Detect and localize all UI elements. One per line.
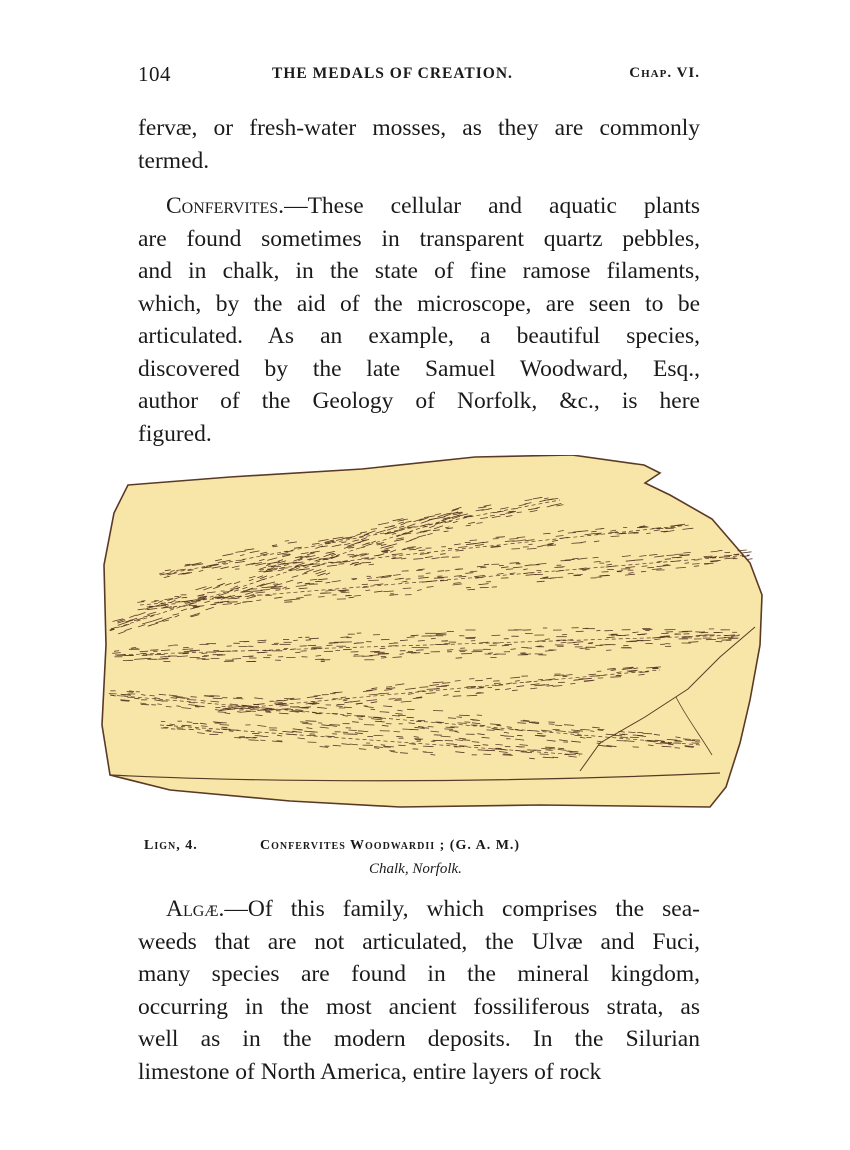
filament-stroke	[269, 570, 277, 571]
text-line: well as in the modern deposits. In the Silurian	[138, 1026, 700, 1052]
filament-stroke	[201, 653, 207, 654]
filament-stroke	[495, 689, 500, 690]
filament-stroke	[524, 654, 531, 655]
filament-stroke	[624, 635, 630, 636]
text-line: many species are found in the mineral kingdom,	[138, 961, 700, 987]
filament-stroke	[276, 700, 284, 701]
filament-stroke	[503, 754, 511, 755]
filament-stroke	[470, 540, 478, 541]
filament-stroke	[311, 647, 321, 648]
text-line: articulated. As an example, a beautiful species,	[138, 323, 700, 349]
filament-stroke	[416, 650, 424, 651]
filament-stroke	[362, 656, 373, 657]
filament-stroke	[314, 696, 321, 697]
text-line: are found sometimes in transparent quartz pebbles,	[138, 225, 700, 252]
filament-stroke	[370, 651, 380, 652]
filament-stroke	[381, 745, 385, 746]
text-line	[138, 190, 700, 223]
text-line: weeds that are not articulated, the Ulvæ and Fuci,	[138, 928, 700, 955]
filament-stroke	[610, 677, 621, 678]
filament-stroke	[456, 658, 463, 659]
filament-stroke	[741, 552, 752, 553]
filament-stroke	[550, 578, 554, 579]
filament-stroke	[222, 727, 228, 728]
text-line: termed.	[138, 147, 210, 174]
filament-stroke	[214, 603, 223, 604]
filament-stroke	[182, 597, 188, 598]
section-heading: Algæ.	[166, 896, 225, 922]
filament-stroke	[411, 635, 419, 636]
filament-stroke	[704, 563, 714, 564]
filament-stroke	[428, 727, 434, 728]
filament-stroke	[274, 702, 282, 703]
text-line: occurring in the most ancient fossiliferous strata, as	[138, 993, 700, 1020]
filament-stroke	[568, 573, 574, 574]
filament-stroke	[190, 650, 200, 651]
fossil-illustration	[100, 455, 765, 815]
filament-stroke	[517, 735, 523, 736]
filament-stroke	[494, 683, 501, 684]
filament-stroke	[506, 569, 513, 570]
filament-stroke	[201, 726, 207, 727]
filament-stroke	[487, 730, 495, 731]
filament-stroke	[582, 570, 586, 571]
filament-stroke	[291, 649, 296, 650]
filament-stroke	[165, 657, 170, 658]
filament-stroke	[261, 708, 272, 709]
filament-stroke	[293, 707, 300, 708]
text-line: discovered by the late Samuel Woodward, Esq.,	[138, 355, 700, 382]
filament-stroke	[220, 725, 230, 726]
filament-stroke	[189, 729, 194, 730]
filament-stroke	[458, 723, 467, 724]
filament-stroke	[517, 512, 522, 513]
filament-stroke	[666, 555, 674, 556]
filament-stroke	[665, 559, 671, 560]
text-line: fervæ, or fresh-water mosses, as they are commonly	[138, 115, 700, 141]
text-line: author of the Geology of Norfolk, &c., is here	[138, 388, 700, 414]
text-line: which, by the aid of the microscope, are seen to be	[138, 290, 700, 317]
filament-stroke	[683, 739, 691, 740]
filament-stroke	[321, 661, 325, 662]
figure-label: Lign, 4.	[144, 838, 198, 853]
filament-stroke	[285, 541, 289, 542]
filament-stroke	[270, 588, 281, 589]
filament-stroke	[418, 641, 425, 642]
filament-stroke	[692, 743, 699, 744]
running-head	[138, 62, 700, 88]
filament-stroke	[593, 557, 599, 558]
filament-stroke	[497, 725, 502, 726]
filament-stroke	[513, 509, 518, 510]
chapter-label: Chap. VI.	[629, 65, 700, 81]
filament-stroke	[652, 668, 658, 669]
filament-stroke	[429, 636, 438, 637]
filament-stroke	[228, 598, 236, 599]
filament-stroke	[445, 571, 450, 572]
book-title: THE MEDALS OF CREATION.	[272, 65, 513, 82]
filament-stroke	[659, 637, 670, 638]
filament-stroke	[561, 642, 567, 643]
filament-stroke	[453, 696, 461, 697]
filament-stroke	[182, 725, 192, 726]
filament-stroke	[395, 699, 401, 700]
filament-stroke	[483, 745, 489, 746]
filament-stroke	[642, 566, 648, 567]
filament-stroke	[217, 655, 226, 656]
filament-stroke	[229, 731, 234, 732]
filament-stroke	[503, 755, 513, 756]
filament-stroke	[711, 551, 718, 552]
filament-stroke	[310, 735, 316, 736]
filament-stroke	[177, 602, 188, 603]
text-line: limestone of North America, entire layers of rock	[138, 1058, 602, 1085]
filament-stroke	[293, 640, 298, 641]
text-fragment: —Of this family, which comprises the sea-	[224, 896, 700, 922]
paragraph-algae	[138, 893, 700, 1088]
filament-stroke	[692, 564, 700, 565]
filament-stroke	[492, 635, 501, 636]
filament-stroke	[475, 680, 483, 681]
filament-stroke	[611, 536, 620, 537]
filament-stroke	[567, 640, 573, 641]
filament-stroke	[279, 568, 288, 569]
page-number: 104	[138, 62, 171, 86]
paragraph-confervites	[138, 190, 700, 450]
filament-stroke	[486, 750, 495, 751]
section-heading: Confervites.	[166, 193, 285, 219]
filament-stroke	[555, 725, 562, 726]
filament-stroke	[457, 512, 462, 513]
filament-stroke	[224, 661, 234, 662]
figure-locality: Chalk, Norfolk.	[369, 861, 462, 877]
filament-stroke	[590, 731, 594, 732]
figure-name: Confervites Woodwardii ; (G. A. M.)	[260, 838, 521, 853]
text-line	[138, 893, 700, 926]
filament-stroke	[403, 588, 411, 589]
filament-stroke	[480, 725, 486, 726]
text-fragment: —These cellular and aquatic plants	[284, 193, 700, 219]
filament-stroke	[355, 564, 361, 565]
filament-stroke	[466, 686, 476, 687]
filament-stroke	[269, 710, 274, 711]
filament-stroke	[462, 740, 470, 741]
filament-stroke	[280, 564, 286, 565]
filament-stroke	[748, 559, 753, 560]
filament-stroke	[306, 721, 317, 722]
filament-stroke	[538, 679, 543, 680]
paragraph-fervae	[138, 112, 700, 177]
filament-stroke	[386, 687, 392, 688]
text-line: and in chalk, in the state of fine ramose filaments,	[138, 258, 700, 284]
filament-stroke	[562, 634, 567, 635]
filament-stroke	[168, 646, 173, 647]
text-line: figured.	[138, 420, 212, 447]
filament-stroke	[600, 675, 606, 676]
